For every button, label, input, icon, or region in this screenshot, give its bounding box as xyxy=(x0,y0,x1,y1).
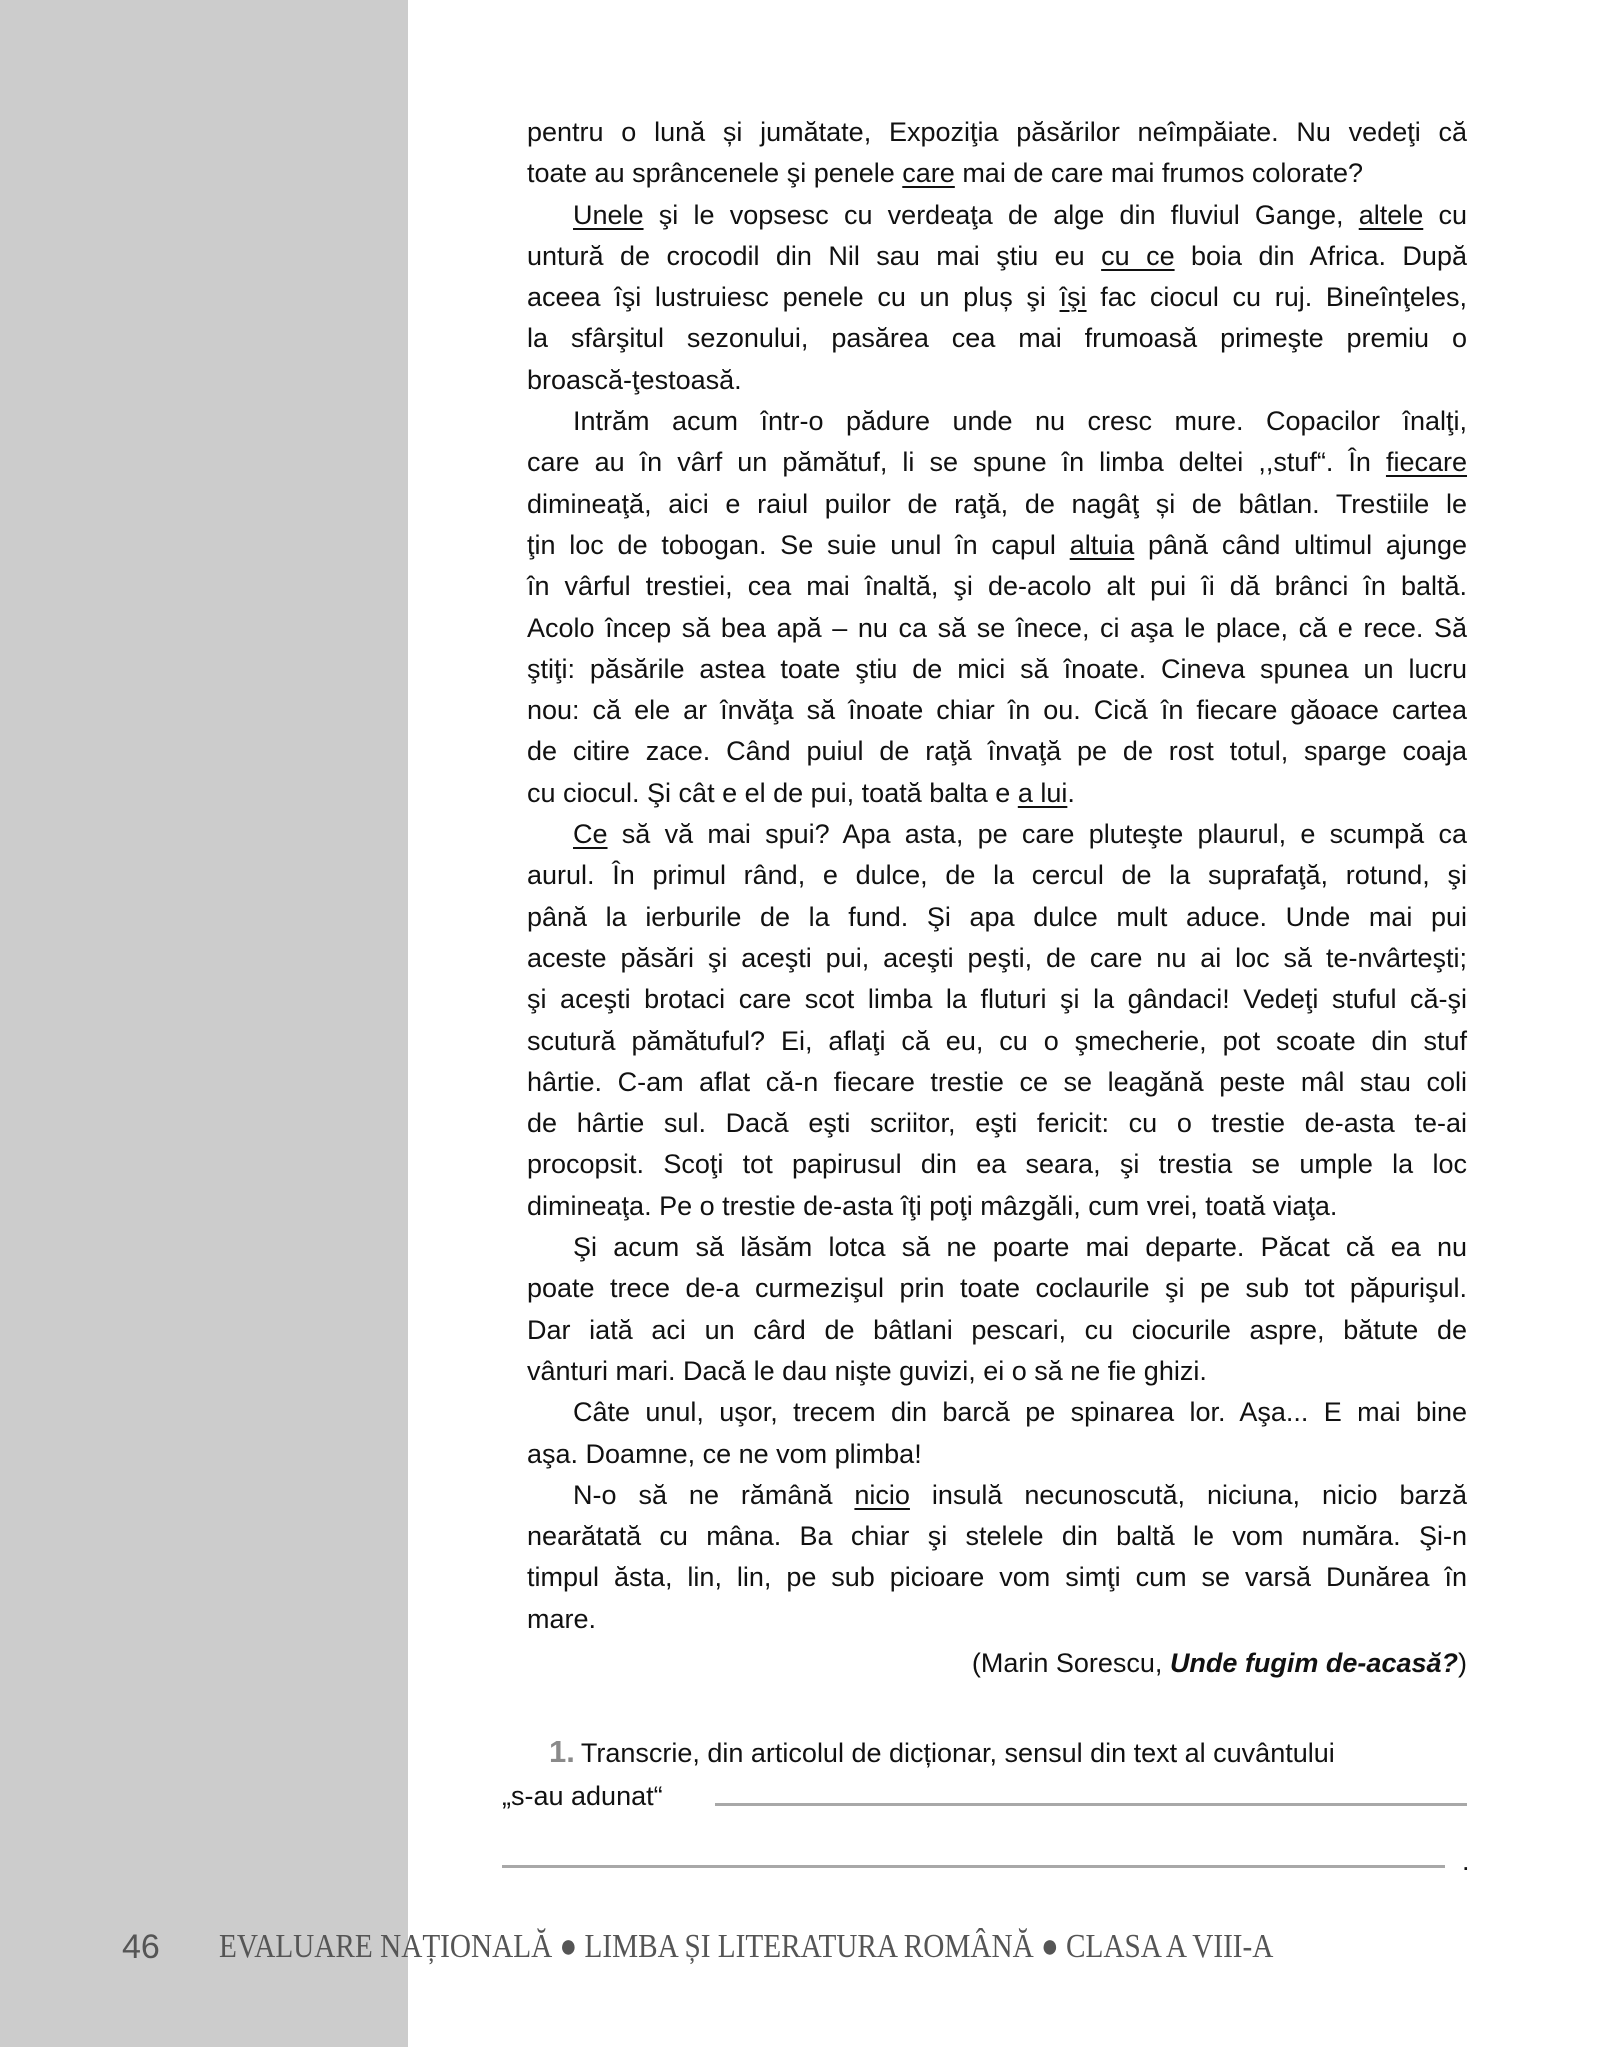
text-line xyxy=(527,1434,1467,1475)
text-segment: dimineaţa. Pe o trestie de-asta îţi poţi mâzgăli, cum vrei, toată viaţa. xyxy=(527,1190,1338,1221)
literary-text xyxy=(527,112,1467,1640)
text-segment: timpul ăsta, lin, lin, pe sub picioare vom simţi cum se varsă Dunărea în xyxy=(527,1562,1467,1593)
text-segment: aşa. Doamne, ce ne vom plimba! xyxy=(527,1438,922,1469)
page-number: 46 xyxy=(122,1928,160,1966)
text-segment: mare. xyxy=(527,1603,597,1634)
underlined-word: nicio xyxy=(854,1479,910,1510)
text-line xyxy=(527,236,1467,277)
text-line xyxy=(527,401,1467,442)
text-segment: în vârful trestiei, cea mai înaltă, şi de-acolo alt pui îi dă brânci în baltă. xyxy=(527,571,1467,602)
text-segment: nearătată cu mâna. Ba chiar şi stelele din baltă le vom număra. Şi-n xyxy=(527,1521,1467,1552)
text-segment: Acolo încep să bea apă – nu ca să se înece, ci aşa le place, că e rece. Să xyxy=(527,612,1467,643)
text-segment: N-o să ne rămână xyxy=(573,1479,855,1510)
citation-author: (Marin Sorescu, xyxy=(971,1648,1170,1678)
text-line xyxy=(527,1227,1467,1268)
text-line xyxy=(527,731,1467,772)
text-segment: mai de care mai frumos colorate? xyxy=(954,158,1363,189)
text-line xyxy=(527,979,1467,1020)
question-number: 1. xyxy=(549,1734,575,1769)
text-line xyxy=(527,690,1467,731)
text-line xyxy=(527,112,1467,153)
page-margin-band xyxy=(0,0,408,2047)
text-line xyxy=(527,1351,1467,1392)
text-line xyxy=(527,318,1467,359)
text-segment: până la ierburile de la fund. Şi apa dulce mult aduce. Unde mai pui xyxy=(527,901,1467,932)
text-line xyxy=(527,442,1467,483)
underlined-word: Unele xyxy=(573,199,644,230)
text-segment: boia din Africa. După xyxy=(1174,240,1467,271)
text-line xyxy=(527,195,1467,236)
citation-close: ) xyxy=(1458,1648,1467,1678)
underlined-word: altuia xyxy=(1069,529,1135,560)
text-line xyxy=(527,1392,1467,1433)
text-segment: şi aceşti brotaci care scot limba la fluturi şi la gândaci! Vedeţi stuful că-şi xyxy=(527,984,1467,1015)
text-segment: procopsit. Scoţi tot papirusul din ea seara, şi trestia se umple la loc xyxy=(527,1149,1467,1180)
text-line xyxy=(527,1021,1467,1062)
underlined-word: Ce xyxy=(573,819,608,850)
text-segment: să vă mai spui? Apa asta, pe care pluteşte plaurul, e scumpă ca xyxy=(607,819,1467,850)
citation xyxy=(972,1643,1467,1684)
text-segment: aceste păsări şi aceşti pui, aceşti peşti, de care nu ai loc să te-nvârteşti; xyxy=(527,942,1467,973)
question-1 xyxy=(549,1731,1335,1774)
underlined-word: fiecare xyxy=(1385,447,1467,478)
text-line xyxy=(527,938,1467,979)
text-segment: ştiţi: păsările astea toate ştiu de mici să înoate. Cineva spunea un lucru xyxy=(527,653,1467,684)
text-segment: fac ciocul cu ruj. Bineînţeles, xyxy=(1086,282,1467,313)
text-segment: toate au sprâncenele şi penele xyxy=(527,158,903,189)
text-line xyxy=(527,897,1467,938)
text-segment: poate trece de-a curmezişul prin toate coclaurile şi pe sub tot păpurişul. xyxy=(527,1273,1467,1304)
text-segment: dimineaţă, aici e raiul puilor de raţă, de nagâţ și de bâtlan. Trestiile le xyxy=(527,488,1467,519)
answer-end-mark: . xyxy=(1462,1846,1470,1876)
text-segment: cu ciocul. Şi cât e el de pui, toată balta e xyxy=(527,777,1018,808)
text-segment: vânturi mari. Dacă le dau nişte guvizi, ei o să ne fie ghizi. xyxy=(527,1355,1207,1386)
text-segment: aceea îşi lustruiesc penele cu un pluș şi xyxy=(527,282,1060,313)
text-line xyxy=(527,566,1467,607)
text-line xyxy=(527,814,1467,855)
text-line xyxy=(527,360,1467,401)
underlined-word: altele xyxy=(1358,199,1424,230)
text-line xyxy=(527,1557,1467,1598)
text-segment: la sfârşitul sezonului, pasărea cea mai frumoasă primeşte premiu o xyxy=(527,323,1467,354)
text-line xyxy=(527,1144,1467,1185)
text-line xyxy=(527,1310,1467,1351)
answer-line-2[interactable] xyxy=(502,1865,1445,1868)
text-segment: broască-ţestoasă. xyxy=(527,364,742,395)
text-segment: aurul. În primul rând, e dulce, de la cercul de la suprafaţă, rotund, şi xyxy=(527,860,1467,891)
text-line xyxy=(527,1599,1467,1640)
footer-title: EVALUARE NAȚIONALĂ ● LIMBA ȘI LITERATURA ROMÂNĂ ● CLASA A VIII-A xyxy=(219,1928,1274,1965)
text-segment: până când ultimul ajunge xyxy=(1134,529,1468,560)
text-line xyxy=(527,1103,1467,1144)
text-line xyxy=(527,484,1467,525)
text-segment: Dar iată aci un cârd de bâtlani pescari, cu ciocurile aspre, bătute de xyxy=(527,1314,1467,1345)
text-segment: Câte unul, uşor, trecem din barcă pe spinarea lor. Aşa... E mai bine xyxy=(573,1397,1467,1428)
text-line xyxy=(527,855,1467,896)
text-line xyxy=(527,1475,1467,1516)
underlined-word: cu ce xyxy=(1101,240,1175,271)
text-segment: nou: că ele ar învăţa să înoate chiar în ou. Cică în fiecare găoace cartea xyxy=(527,695,1467,726)
question-text: Transcrie, din articolul de dicționar, sensul din text al cuvântului xyxy=(580,1738,1335,1768)
text-segment: . xyxy=(1067,777,1075,808)
text-line xyxy=(527,1516,1467,1557)
text-segment: şi le vopsesc cu verdeaţa de alge din fluviul Gange, xyxy=(643,199,1359,230)
text-line xyxy=(527,277,1467,318)
text-segment: untură de crocodil din Nil sau mai ştiu eu xyxy=(527,240,1102,271)
text-segment: insulă necunoscută, niciuna, nicio barză xyxy=(909,1479,1467,1510)
question-word: „s-au adunat“ xyxy=(502,1781,663,1811)
text-line xyxy=(527,1062,1467,1103)
text-segment: cu xyxy=(1423,199,1467,230)
text-segment: care au în vârf un pămătuf, li se spune în limba deltei ,,stuf“. În xyxy=(527,447,1386,478)
underlined-word: a lui xyxy=(1017,777,1068,808)
answer-line-1[interactable] xyxy=(715,1803,1467,1806)
text-line xyxy=(527,525,1467,566)
text-segment: Intrăm acum într-o pădure unde nu cresc mure. Copacilor înalţi, xyxy=(573,406,1467,437)
text-segment: de citire zace. Când puiul de raţă învaţă pe de rost totul, sparge coaja xyxy=(527,736,1467,767)
text-line xyxy=(527,1268,1467,1309)
text-segment: ţin loc de tobogan. Se suie unul în capul xyxy=(527,529,1070,560)
text-line xyxy=(527,649,1467,690)
citation-title: Unde fugim de-acasă? xyxy=(1169,1648,1458,1678)
text-segment: hârtie. C-am aflat că-n fiecare trestie ce se leagănă peste mâl stau coli xyxy=(527,1066,1467,1097)
text-segment: pentru o lună și jumătate, Expoziţia păsărilor neîmpăiate. Nu vedeţi că xyxy=(527,117,1467,147)
text-segment: de hârtie sul. Dacă eşti scriitor, eşti fericit: cu o trestie de-asta te-ai xyxy=(527,1108,1467,1139)
text-line xyxy=(527,773,1467,814)
underlined-word: îşi xyxy=(1059,282,1087,313)
text-line xyxy=(527,1186,1467,1227)
underlined-word: care xyxy=(902,158,955,189)
text-segment: Şi acum să lăsăm lotca să ne poarte mai departe. Păcat că ea nu xyxy=(573,1232,1467,1263)
text-line xyxy=(527,153,1467,194)
text-segment: scutură pămătuful? Ei, aflaţi că eu, cu o şmecherie, pot scoate din stuf xyxy=(527,1025,1467,1056)
text-line xyxy=(527,608,1467,649)
